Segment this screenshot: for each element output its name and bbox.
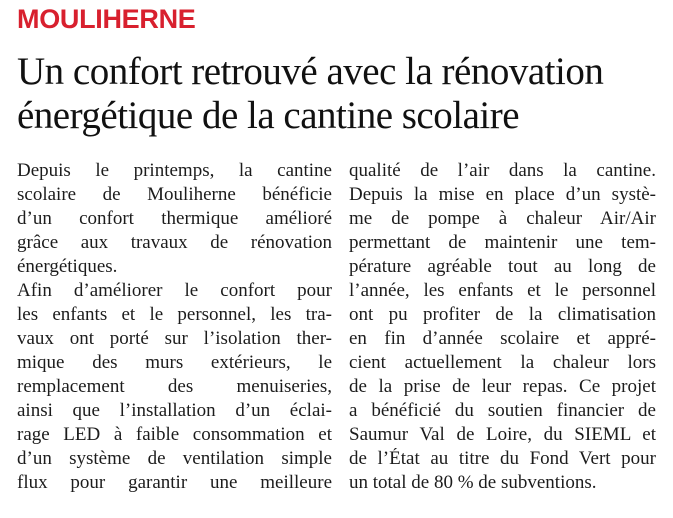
body-line: Depuis la mise en place d’un systè-	[349, 184, 656, 205]
body-line: énergétiques.	[17, 256, 118, 277]
body-line: les enfants et le personnel, les tra-	[17, 304, 332, 325]
body-line: ont pu profiter de la climatisation	[349, 304, 656, 325]
body-line: l’année, les enfants et le personnel	[349, 280, 656, 301]
body-line: pérature agréable tout au long de	[349, 256, 656, 277]
body-line: Depuis le printemps, la cantine	[17, 160, 332, 181]
body-line: scolaire de Mouliherne bénéficie	[17, 184, 332, 205]
body-line: me de pompe à chaleur Air/Air	[349, 208, 656, 229]
body-line: en fin d’année scolaire et appré-	[349, 328, 656, 349]
body-line: cient actuellement la chaleur lors	[349, 352, 656, 373]
body-line: grâce aux travaux de rénovation	[17, 232, 332, 253]
body-line: d’un confort thermique amélioré	[17, 208, 332, 229]
body-line: Afin d’améliorer le confort pour	[17, 280, 332, 301]
body-line: rage LED à faible consommation et	[17, 424, 332, 445]
body-line: de l’État au titre du Fond Vert pour	[349, 448, 656, 469]
body-line: a bénéficié du soutien financier de	[349, 400, 656, 421]
body-line: d’un système de ventilation simple	[17, 448, 332, 469]
article-kicker: MOULIHERNE	[17, 4, 196, 34]
body-line: mique des murs extérieurs, le	[17, 352, 332, 373]
headline-line: énergétique de la cantine scolaire	[17, 94, 520, 137]
body-line: vaux ont porté sur l’isolation ther-	[17, 328, 332, 349]
body-line: Saumur Val de Loire, du SIEML et	[349, 424, 656, 445]
headline-line: Un confort retrouvé avec la rénovation	[17, 50, 604, 93]
body-line: flux pour garantir une meilleure	[17, 472, 332, 493]
body-line: permettant de maintenir une tem-	[349, 232, 656, 253]
body-line: un total de 80 % de subventions.	[349, 472, 597, 493]
body-line: qualité de l’air dans la cantine.	[349, 160, 656, 181]
body-line: remplacement des menuiseries,	[17, 376, 332, 397]
body-line: ainsi que l’installation d’un éclai-	[17, 400, 332, 421]
body-line: de la prise de leur repas. Ce projet	[349, 376, 656, 397]
